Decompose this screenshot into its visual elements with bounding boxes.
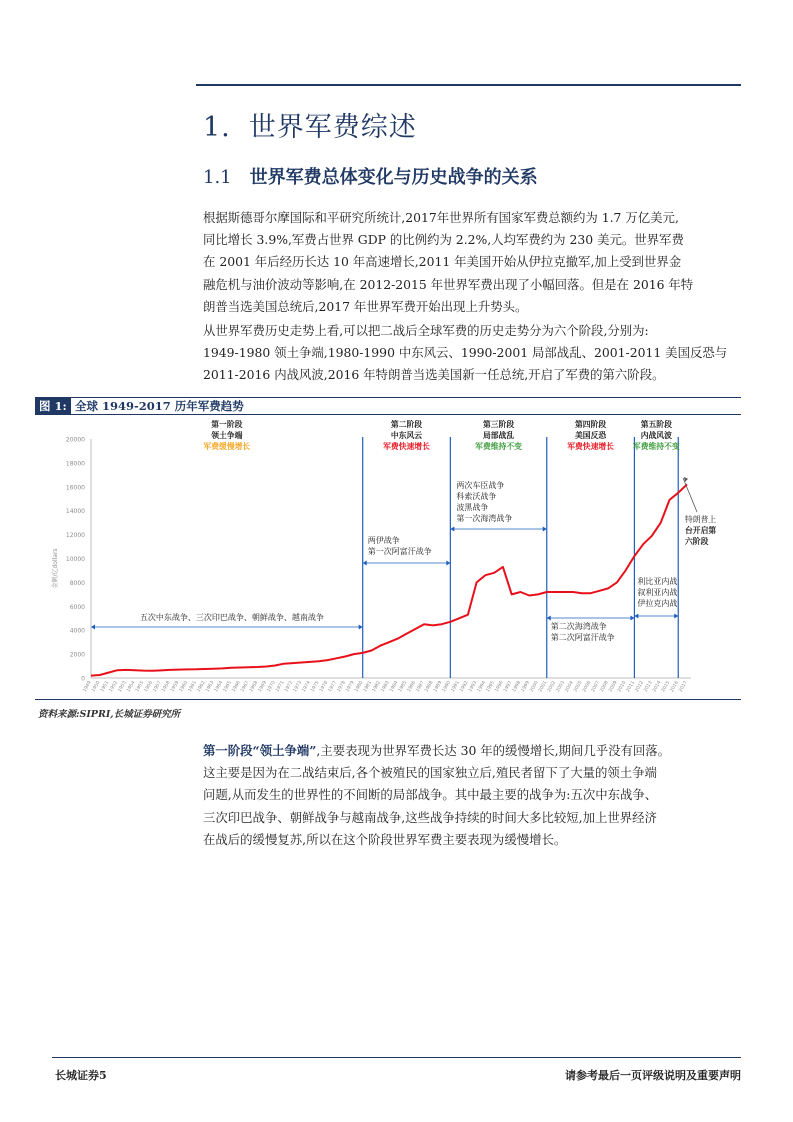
x-tick-label: 1959 (170, 680, 181, 694)
text-line: 在战后的缓慢复苏,所以在这个阶段世界军费主要表现为缓慢增长。 (203, 831, 567, 847)
y-axis-label: 金额/亿dollars (52, 548, 59, 589)
text-line: 朗普当选美国总统后,2017 年世界军费开始出现上升势头。 (203, 298, 528, 314)
phase-war-label: 第一次阿富汗战争 (367, 547, 432, 556)
x-tick-label: 1957 (152, 680, 163, 694)
x-tick-label: 2001 (538, 680, 549, 694)
phase-war-label: 两次车臣战争 (456, 481, 505, 490)
x-tick-label: 1991 (450, 680, 461, 694)
x-tick-label: 1970 (266, 680, 277, 694)
phase-one-lead: 第一阶段“领土争端” (203, 743, 317, 758)
phase-war-label: 第一次海湾战争 (456, 514, 513, 523)
footer-disclaimer: 请参考最后一页评级说明及重要声明 (565, 1069, 741, 1082)
phase-name: 内战风波 (640, 431, 672, 440)
y-tick-label: 0 (81, 675, 85, 683)
x-tick-label: 1965 (222, 680, 233, 694)
text-line: 同比增长 3.9%,军费占世界 GDP 的比例约为 2.2%,人均军费约为 230 美元。世界军费 (203, 232, 684, 248)
x-tick-label: 1950 (91, 680, 102, 694)
phase-war-label: 伊拉克内战 (637, 599, 678, 608)
phase-war-label: 科索沃战争 (456, 492, 497, 501)
phase-description: 军费快速增长 (383, 442, 430, 451)
phase-title: 第三阶段 (482, 420, 515, 429)
x-tick-label: 1972 (284, 680, 295, 694)
x-tick-label: 2008 (599, 680, 610, 694)
phase-name: 中东风云 (390, 431, 423, 440)
x-tick-label: 1967 (240, 680, 251, 694)
phase-one-text: ,主要表现为世界军费长达 30 年的缓慢增长,期间几乎没有回落。 (316, 743, 671, 758)
x-tick-label: 1981 (363, 680, 374, 694)
x-tick-label: 2003 (555, 680, 567, 694)
x-tick-label: 1976 (319, 680, 330, 694)
annotation-text: 特朗普上 (685, 515, 717, 524)
text-line: 根据斯德哥尔摩国际和平研究所统计,2017年世界所有国家军费总额约为 1.7 万亿美元, (203, 210, 679, 225)
x-tick-label: 2009 (608, 680, 619, 694)
x-tick-label: 2012 (634, 680, 645, 694)
section-number: 1. (203, 112, 231, 143)
x-tick-label: 1971 (275, 680, 286, 694)
paragraph-phases (203, 320, 741, 387)
x-tick-label: 2015 (661, 680, 672, 694)
figure-bottom-rule (35, 699, 741, 700)
text-line: 在 2001 年后经历长达 10 年高速增长,2011 年美国开始从伊拉克撤军,加上受到世界金 (203, 254, 682, 270)
phase-description: 军费缓慢增长 (203, 442, 251, 451)
phase-title: 第四阶段 (574, 420, 607, 429)
x-tick-label: 1961 (187, 680, 198, 694)
x-tick-label: 1984 (389, 680, 400, 694)
y-tick-label: 16000 (65, 484, 85, 492)
x-tick-label: 2014 (652, 680, 663, 694)
x-tick-label: 1953 (117, 680, 128, 694)
x-tick-label: 1960 (178, 680, 190, 694)
x-tick-label: 1980 (354, 680, 365, 694)
x-tick-label: 1964 (214, 680, 225, 694)
phase-title: 第二阶段 (390, 420, 423, 429)
phase-description: 军费快速增长 (567, 442, 614, 451)
phase-title: 第五阶段 (640, 420, 672, 429)
x-tick-label: 1994 (476, 680, 488, 694)
text-line: 1949-1980 领土争端,1980-1990 中东风云、1990-2001 局部战乱、2001-2011 美国反恐与 (203, 345, 728, 361)
figure-title: 全球 1949-2017 历年军费趋势 (75, 399, 244, 413)
section-title: 世界军费综述 (248, 112, 417, 143)
x-tick-label: 1966 (231, 680, 242, 694)
x-tick-label: 2013 (643, 680, 654, 694)
text-line: 三次印巴战争、朝鲜战争与越南战争,这些战争持续的时间大多比较短,加上世界经济 (203, 809, 657, 825)
phase-war-label: 第二次海湾战争 (550, 622, 607, 631)
paragraph-summary (203, 207, 741, 318)
phase-war-label: 两伊战争 (367, 536, 400, 545)
x-tick-label: 2000 (529, 680, 540, 694)
x-tick-label: 1982 (371, 680, 382, 694)
y-tick-label: 2000 (69, 651, 85, 659)
x-tick-label: 1951 (100, 680, 111, 694)
x-tick-label: 1986 (406, 680, 418, 694)
x-tick-label: 1999 (520, 680, 531, 694)
y-tick-label: 20000 (65, 436, 85, 444)
figure-caption-bar (35, 397, 741, 415)
x-tick-label: 2005 (573, 680, 584, 694)
y-tick-label: 10000 (65, 556, 85, 563)
phase-name: 美国反恐 (574, 431, 607, 440)
subsection-number: 1.1 (203, 167, 232, 188)
x-tick-label: 1990 (441, 680, 453, 694)
y-tick-label: 18000 (65, 460, 85, 468)
phase-range-arrow-head-left (91, 625, 95, 630)
x-tick-label: 1996 (494, 680, 505, 694)
x-tick-label: 1954 (126, 680, 137, 694)
x-tick-label: 1992 (459, 680, 470, 694)
x-tick-label: 1949 (82, 680, 93, 694)
phase-description: 军费维持不变 (632, 442, 680, 451)
annotation-pointer (683, 478, 697, 512)
text-line: 问题,从而发生的世界性的不间断的局部战争。其中最主要的战争为:五次中东战争、 (203, 787, 658, 803)
x-tick-label: 2016 (669, 680, 680, 694)
y-tick-label: 14000 (65, 508, 85, 516)
text-line: 这主要是因为在二战结束后,各个被殖民的国家独立后,殖民者留下了大量的领土争端 (203, 765, 657, 781)
x-tick-label: 1979 (345, 680, 356, 694)
phase-war-label: 利比亚内战 (637, 577, 678, 586)
phase-war-label: 五次中东战争、三次印巴战争、朝鲜战争、越南战争 (139, 613, 324, 622)
figure-label: 图 1: (35, 398, 71, 414)
x-tick-label: 1963 (205, 680, 216, 694)
x-tick-label: 1988 (424, 680, 435, 694)
x-tick-label: 1974 (301, 680, 312, 694)
x-tick-label: 1956 (143, 680, 155, 694)
text-line: 从世界军费历史走势上看,可以把二战后全球军费的历史走势分为六个阶段,分别为: (203, 323, 649, 338)
phase-war-label: 第二次阿富汗战争 (550, 633, 615, 642)
phase-name: 领土争端 (211, 431, 243, 440)
subsection-heading (203, 163, 538, 189)
x-tick-label: 2011 (625, 680, 637, 694)
chart-canvas (35, 415, 741, 698)
y-tick-label: 6000 (69, 603, 85, 611)
phase-title: 第一阶段 (211, 420, 243, 429)
x-tick-label: 1995 (485, 680, 496, 694)
x-tick-label: 2017 (678, 680, 689, 694)
phase-war-label: 叙利亚内战 (637, 588, 678, 597)
x-tick-label: 2002 (547, 680, 558, 694)
paragraph-phase-one (203, 740, 741, 851)
figure-source: 资料来源:SIPRI,长城证券研究所 (38, 709, 181, 720)
x-tick-label: 1962 (196, 680, 207, 694)
x-tick-label: 1998 (512, 680, 523, 694)
y-tick-label: 12000 (65, 532, 85, 540)
footer-page: 长城证券5 (55, 1069, 107, 1082)
text-line: 2011-2016 内战风波,2016 年特朗普当选美国新一任总统,开启了军费的第六阶段。 (203, 367, 665, 383)
x-tick-label: 1985 (398, 680, 409, 694)
footer-rule (52, 1057, 741, 1058)
x-tick-label: 1983 (380, 680, 391, 694)
x-tick-label: 1975 (310, 680, 321, 694)
spending-series-line (91, 484, 687, 675)
y-tick-label: 4000 (69, 627, 85, 635)
x-tick-label: 2010 (617, 680, 628, 694)
annotation-text: 六阶段 (685, 537, 709, 546)
annotation-text: 台开启第 (685, 526, 717, 535)
x-tick-label: 1987 (415, 680, 426, 694)
phase-war-label: 波黑战争 (456, 503, 489, 512)
phase-name: 局部战乱 (482, 431, 515, 440)
x-tick-label: 1955 (135, 680, 146, 694)
x-tick-label: 2007 (590, 680, 602, 694)
x-tick-label: 1973 (292, 680, 304, 694)
text-line (203, 740, 741, 762)
x-tick-label: 2006 (582, 680, 593, 694)
x-tick-label: 2004 (564, 680, 575, 694)
text-line: 融危机与油价波动等影响,在 2012-2015 年世界军费出现了小幅回落。但是在 2016 年特 (203, 276, 694, 292)
header-rule (196, 84, 741, 86)
phase-description: 军费维持不变 (475, 442, 522, 451)
x-tick-label: 1968 (249, 680, 260, 694)
x-tick-label: 1958 (161, 680, 172, 694)
x-tick-label: 1952 (108, 680, 120, 694)
x-tick-label: 1969 (257, 680, 269, 694)
x-tick-label: 1989 (433, 680, 444, 694)
y-tick-label: 8000 (69, 579, 85, 587)
x-tick-label: 1977 (327, 680, 339, 694)
x-tick-label: 1993 (468, 680, 479, 694)
section-heading (203, 105, 417, 144)
x-tick-label: 1978 (336, 680, 347, 694)
military-spending-chart (35, 415, 741, 698)
x-tick-label: 1997 (503, 680, 514, 694)
subsection-title: 世界军费总体变化与历史战争的关系 (249, 167, 538, 188)
